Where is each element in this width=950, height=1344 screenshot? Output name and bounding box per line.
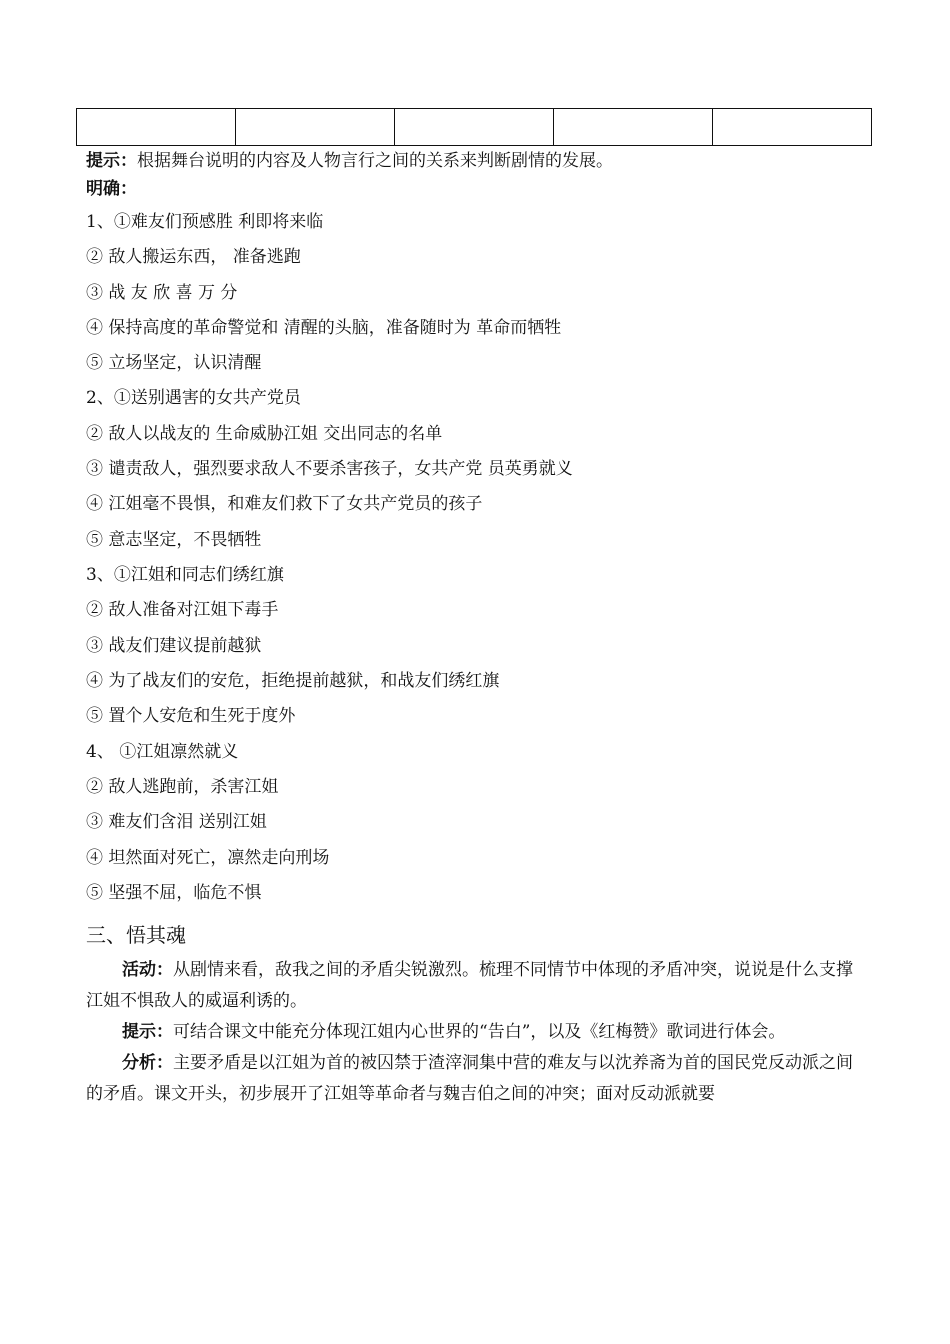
hint-label: 提示： [86,151,137,171]
list-item: 3、①江姐和同志们绣红旗 [86,565,284,585]
list-item: ③ 谴责敌人，强烈要求敌人不要杀害孩子，女共产党 员英勇就义 [86,459,573,479]
list-item: ④ 为了战友们的安危，拒绝提前越狱，和战友们绣红旗 [86,671,500,691]
list-item: ④ 保持高度的革命警觉和 清醒的头脑，准备随时为 革命而牺牲 [86,318,562,338]
table-cell [395,109,554,146]
list-item: ⑤ 立场坚定，认识清醒 [86,353,262,373]
list-item: ⑤ 置个人安危和生死于度外 [86,706,296,726]
activity-label: 活动： [122,960,173,980]
activity-paragraph [86,955,868,1017]
hint-line [86,150,613,172]
list-item: ③ 难友们含泪 送别江姐 [86,812,267,832]
list-item: ② 敌人以战友的 生命威胁江姐 交出同志的名单 [86,424,443,444]
list-item: ② 敌人搬运东西， 准备逃跑 [86,247,301,267]
empty-table [76,108,872,146]
section-title: 三、悟其魂 [86,923,186,947]
table-cell [713,109,872,146]
list-item: ⑤ 意志坚定，不畏牺牲 [86,530,262,550]
hint2-paragraph [86,1017,868,1048]
list-item: ② 敌人准备对江姐下毒手 [86,600,279,620]
list-item: ④ 江姐毫不畏惧，和难友们救下了女共产党员的孩子 [86,494,483,514]
list-item: ⑤ 坚强不屈，临危不惧 [86,883,262,903]
list-item: 2、①送别遇害的女共产党员 [86,388,301,408]
table-cell [77,109,236,146]
list-item: 1、①难友们预感胜 利即将来临 [86,212,324,232]
hint2-label: 提示： [122,1022,173,1042]
hint2-text: 可结合课文中能充分体现江姐内心世界的“告白”，以及《红梅赞》歌词进行体会。 [173,1022,786,1042]
list-item: ② 敌人逃跑前，杀害江姐 [86,777,279,797]
activity-text: 从剧情来看，敌我之间的矛盾尖锐激烈。梳理不同情节中体现的矛盾冲突，说说是什么支撑江姐不惧敌人的威逼利诱的。 [86,960,853,1011]
analysis-paragraph [86,1048,868,1110]
hint-text: 根据舞台说明的内容及人物言行之间的关系来判断剧情的发展。 [137,151,613,171]
list-item: ③ 战 友 欣 喜 万 分 [86,283,238,303]
list-item: 4、 ①江姐凛然就义 [86,742,239,762]
analysis-text: 主要矛盾是以江姐为首的被囚禁于渣滓洞集中营的难友与以沈养斋为首的国民党反动派之间的矛盾。课文开头，初步展开了江姐等革命者与魏吉伯之间的冲突；面对反动派就要 [86,1053,853,1104]
table-cell [554,109,713,146]
analysis-label: 分析： [122,1053,173,1073]
table-cell [236,109,395,146]
list-item: ③ 战友们建议提前越狱 [86,636,262,656]
list-item: ④ 坦然面对死亡，凛然走向刑场 [86,848,330,868]
clarify-label: 明确： [86,179,137,199]
